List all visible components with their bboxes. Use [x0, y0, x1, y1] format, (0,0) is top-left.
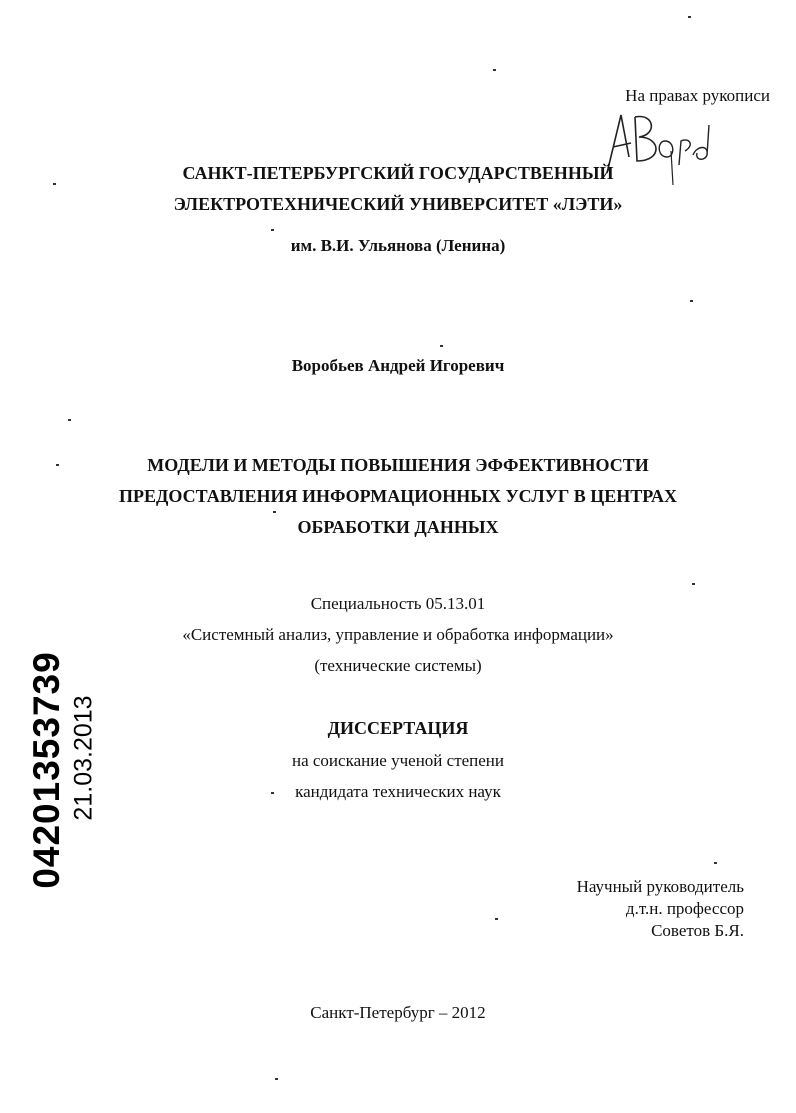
scan-speck [53, 183, 56, 185]
supervisor-block [577, 876, 744, 942]
scan-speck [271, 229, 274, 231]
scan-speck [273, 511, 276, 513]
dissertation-line-1: на соискание ученой степени [291, 751, 505, 770]
scan-speck [271, 792, 274, 794]
specialty-name: «Системный анализ, управление и обработка информации» [182, 625, 614, 644]
dissertation-heading: ДИССЕРТАЦИЯ [327, 718, 469, 738]
supervisor-name: Советов Б.Я. [651, 921, 744, 940]
archive-stamp-date: 21.03.2013 [69, 695, 98, 821]
scan-speck [440, 345, 443, 347]
scan-speck [714, 862, 717, 864]
scan-speck [275, 1078, 278, 1080]
supervisor-degree: д.т.н. профессор [625, 899, 744, 918]
scan-speck [688, 16, 691, 18]
scan-speck [68, 419, 71, 421]
scan-speck [56, 464, 59, 466]
specialty-note: (технические системы) [314, 656, 482, 675]
scan-speck [692, 583, 695, 585]
city-year: Санкт-Петербург – 2012 [310, 1003, 486, 1022]
thesis-title-line-3: ОБРАБОТКИ ДАННЫХ [297, 517, 499, 537]
thesis-title-line-1: МОДЕЛИ И МЕТОДЫ ПОВЫШЕНИЯ ЭФФЕКТИВНОСТИ [147, 455, 649, 475]
scan-speck [495, 918, 498, 920]
archive-stamp-number: 04201353739 [26, 651, 67, 889]
scan-speck [493, 69, 496, 71]
author-name: Воробьев Андрей Игоревич [291, 356, 505, 375]
specialty-code: Специальность 05.13.01 [310, 594, 486, 613]
rights-notice: На правах рукописи [625, 86, 770, 105]
dissertation-line-2: кандидата технических наук [295, 782, 501, 801]
scan-speck [690, 300, 693, 302]
university-name-line-1: САНКТ-ПЕТЕРБУРГСКИЙ ГОСУДАРСТВЕННЫЙ [182, 163, 614, 183]
university-name-line-3: им. В.И. Ульянова (Ленина) [290, 236, 506, 255]
thesis-title-line-2: ПРЕДОСТАВЛЕНИЯ ИНФОРМАЦИОННЫХ УСЛУГ В ЦЕНТРАХ [119, 486, 677, 506]
university-name-line-2: ЭЛЕКТРОТЕХНИЧЕСКИЙ УНИВЕРСИТЕТ «ЛЭТИ» [173, 194, 623, 214]
supervisor-role: Научный руководитель [576, 877, 744, 896]
